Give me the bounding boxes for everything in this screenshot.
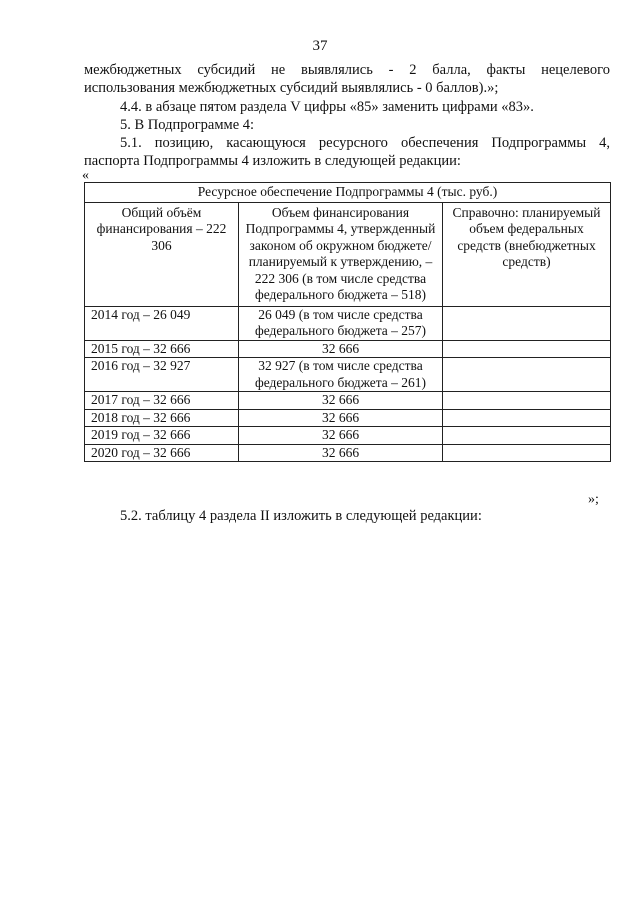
table-header-row [85,202,611,306]
paragraph: 4.4. в абзаце пятом раздела V цифры «85» заменить цифрами «83». [120,99,534,115]
table-caption: Ресурсное обеспечение Подпрограммы 4 (тыс. руб.) [85,183,611,203]
page-number: 37 [312,38,328,54]
column-header: Общий объём финансирования – 222 306 [85,202,239,306]
paragraph: 5. В Подпрограмме 4: [120,117,255,133]
amount-cell: 32 927 (в том числе средства федерального бюджета – 261) [239,358,443,392]
amount-cell: 32 666 [239,392,443,410]
paragraph-line: 5.1. позицию, касающуюся ресурсного обеспечения Подпрограммы 4, [120,135,610,151]
reference-cell [443,392,611,410]
paragraph-line: межбюджетных субсидий не выявлялись - 2 балла, факты нецелевого [84,62,610,78]
column-header: Объем финансирования Подпрограммы 4, утвержденный законом об окружном бюджете/планируемый к утверждению, – 222 306 (в том числе средства федерального бюджета – 518) [239,202,443,306]
paragraph-line: использования межбюджетных субсидий выявлялись - 0 баллов).»; [84,80,499,96]
year-cell: 2014 год – 26 049 [85,306,239,340]
amount-cell: 32 666 [239,444,443,462]
reference-cell [443,409,611,427]
year-cell: 2018 год – 32 666 [85,409,239,427]
year-cell: 2019 год – 32 666 [85,427,239,445]
paragraph: 5.2. таблицу 4 раздела II изложить в следующей редакции: [120,508,482,524]
amount-cell: 26 049 (в том числе средства федерального бюджета – 257) [239,306,443,340]
paragraph-line: паспорта Подпрограммы 4 изложить в следующей редакции: [84,153,461,169]
closing-quote: »; [588,492,599,507]
year-cell: 2016 год – 32 927 [85,358,239,392]
amount-cell: 32 666 [239,409,443,427]
column-header: Справочно: планируемый объем федеральных средств (внебюджетных средств) [443,202,611,306]
table-row [85,444,611,462]
table-row [85,358,611,392]
year-cell: 2020 год – 32 666 [85,444,239,462]
table-row [85,409,611,427]
table-row [85,427,611,445]
reference-cell [443,427,611,445]
table-row [85,392,611,410]
year-cell: 2015 год – 32 666 [85,340,239,358]
table-row [85,340,611,358]
table-caption-row [85,183,611,203]
reference-cell [443,340,611,358]
reference-cell [443,306,611,340]
amount-cell: 32 666 [239,427,443,445]
year-cell: 2017 год – 32 666 [85,392,239,410]
reference-cell [443,444,611,462]
table-row [85,306,611,340]
opening-quote: « [82,168,89,183]
reference-cell [443,358,611,392]
amount-cell: 32 666 [239,340,443,358]
resource-table [84,182,611,462]
